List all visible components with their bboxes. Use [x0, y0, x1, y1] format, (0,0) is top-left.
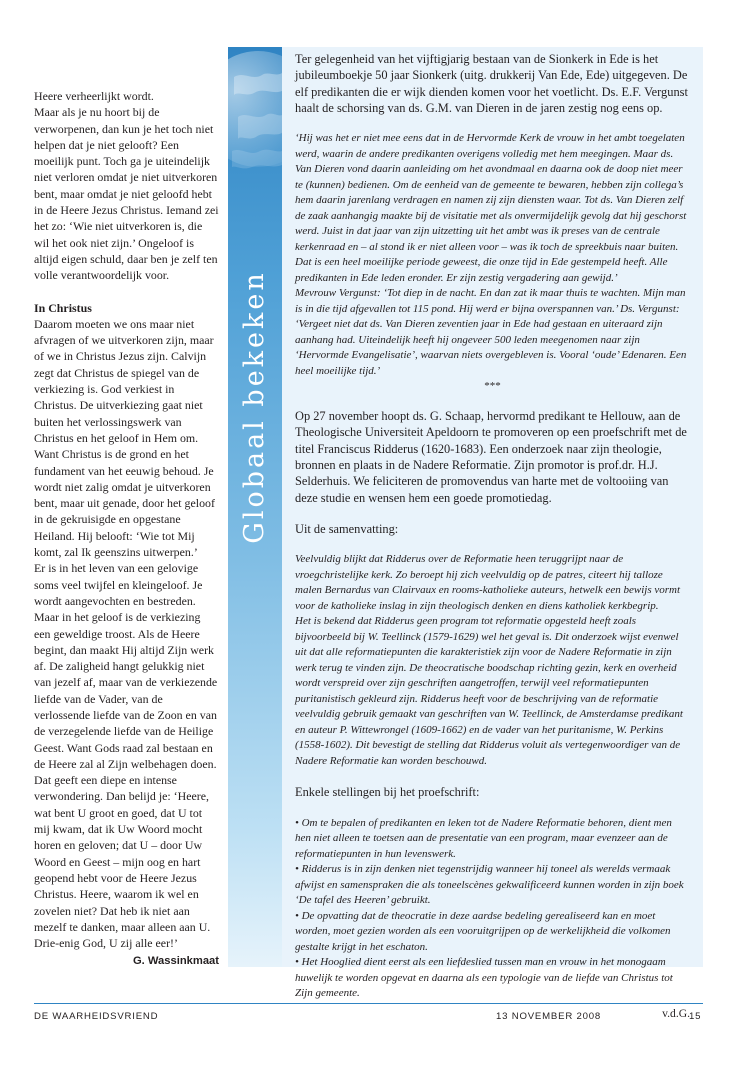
paragraph: Maar als je nu hoort bij de verworpenen, dan kun je het toch niet helpen dat je niet gelooft? Een moeilijk punt. Toch ga je uiteindelijk niet verloren omdat je niet uitverkoren bent, maar omdat je niet geloofd hebt in de Heere Jezus Christus. Iemand zei het zo: ‘Wie niet uitverkoren is, die wil het ook niet zijn.’ Ongeloof is altijd eigen schuld, daar ben je zelf ten volle verantwoordelijk voor.: [34, 105, 219, 283]
signature: v.d.G.: [662, 1006, 690, 1020]
summary-paragraph: Veelvuldig blijkt dat Ridderus over de Reformatie heen teruggrijpt naar de vroegchristelijke kerk. Zo beroept hij zich veelvuldig op de patres, citeert hij talloze malen Bernardus van Clairvaux en rooms-katholieke auteurs, hetwelk een bewijs vormt voor de katholieke inslag in zijn theologisch denken en diens katholiek kerkbegrip.: [295, 553, 681, 612]
left-column: [34, 88, 219, 970]
footer-date: 13 NOVEMBER 2008: [496, 1011, 602, 1022]
summary-paragraph: Het is bekend dat Ridderus geen program tot reformatie opgesteld heeft zoals bijvoorbeeld bij W. Teellinck (1579-1629) wel het geval is. Dit onderzoek wijst evenwel uit dat alle reformatiepunten die karakteristiek zijn voor de Nadere Reformatie in zijn werk terug te vinden zijn. De theocratische boodschap richting gezin, kerk en overheid wordt verspreid over zijn geschriften aangetroffen, terwijl veel reformatiepunten puritanistisch gekleurd zijn. Ridderus heeft voor de beschrijving van de reformatie veelvuldig gebruik gemaakt van geschriften van W. Teellinck, de Amsterdamse predikant en auteur P. Wittewrongel (1609-1662) en de vader van het puritanisme, W. Perkins (1558-1602). Dit bevestigt de stelling dat Ridderus voluit als vertegenwoordiger van de Nadere Reformatie kan worden beschouwd.: [295, 615, 683, 767]
paragraph: Er is in het leven van een gelovige soms veel twijfel en kleingeloof. Je wordt aangevochten en bestreden. Maar in het geloof is de verkiezing een geweldige troost. Als de Heere begint, dan maakt Hij altijd Zijn werk af. De zaligheid hangt gelukkig niet van jezelf af, maar van de verkiezende liefde van de Vader, van de verlossende liefde van de Zoon en van de verzegelende liefde van de Heilige Geest. Want Gods raad zal bestaan en de Heere zal al Zijn welbehagen doen.: [34, 561, 218, 771]
promotion-paragraph: Op 27 november hoopt ds. G. Schaap, hervormd predikant te Hellouw, aan de Theologische Universiteit Apeldoorn te promoveren op een proefschrift met de titel Franciscus Ridderus (1620-1683). Een onderzoek naar zijn theologie, bronnen en plaats in de Nadere Reformatie. Zijn promotor is prof.dr. H.J. Selderhuis. We feliciteren de promovendus van harte met de voltooiing van deze studie en wensen hem een goede promotiedag.: [295, 409, 687, 505]
footer-publication: DE WAARHEIDSVRIEND: [34, 1011, 159, 1022]
section-heading: In Christus: [34, 300, 92, 315]
quote-paragraph: Mevrouw Vergunst: ‘Tot diep in de nacht. En dan zat ik maar thuis te wachten. Mijn man is in die tijd afgevallen tot 115 pond. Hij werd er bijna overspannen van.’ Ds. Vergunst: ‘Vergeet niet dat ds. Van Dieren zeventien jaar in Ede had gestaan en uiteraard zijn aanhang had. Uiteindelijk heeft hij ongeveer 500 leden meegenomen naar zijn ‘Hervormde Evangelisatie’, waarvan niets overgebleven is. Vooral ‘oude’ Edenaren. Een heel moeilijke tijd.’: [295, 287, 687, 377]
section-divider: ***: [484, 380, 501, 393]
paragraph: Heere verheerlijkt wordt.: [34, 89, 154, 103]
paragraph: Want Christus is de grond en het fundament van het eeuwig behoud. Je wordt niet zalig omdat je uitverkoren bent, maar uit genade, door het geloof in de gekruisigde en opgestane Heiland. Hij belooft: ‘Wie tot Mij komt, zal Ik geenszins uitwerpen.’: [34, 447, 215, 560]
intro-paragraph: Ter gelegenheid van het vijftigjarig bestaan van de Sionkerk in Ede is het jubileumboekje 50 jaar Sionkerk (uitg. drukkerij Van Ede, Ede) uitgegeven. De elf predikanten die er wijk dienden komen voor het voetlicht. Ds. E.F. Vergunst haalt de schorsing van ds. G.M. van Dieren in de jaren zestig nog eens op.: [295, 52, 688, 115]
column-title-band: [228, 47, 282, 967]
quote-paragraph: ‘Hij was het er niet mee eens dat in de Hervormde Kerk de vrouw in het ambt toegelaten werd, waarin de andere predikanten overigens volledig met hem meegingen. Maar ds. Van Dieren vond daarin aanleiding om het avondmaal en daarna ook de doop niet meer te (kunnen) bedienen. Om de eenheid van de gemeente te bewaren, hebben zijn collega’s hem daarin jarenlang verdragen en namen zij zijn diensten waar. Tot ds. Van Dieren zelf de zaak aanhangig maakte bij de visitatie met als onvermijdelijk gevolg dat hij geschorst werd. Juist in dat jaar van zijn uitzetting uit het ambt was ik preses van de centrale kerkenraad en – al stond ik er niet alleen voor – was ik toch de spreekbuis naar buiten. Dat is een heel moeilijke periode geweest, die onze tijd in Ede gestempeld heeft. Alle predikanten in Ede leden eronder. Er zijn zestig vergadering aan gewijd.’: [295, 132, 687, 284]
paragraph: Daarom moeten we ons maar niet afvragen of we uitverkoren zijn, maar of we in Christus Jezus zijn. Calvijn zegt dat Christus de spiegel van de verkiezing is. God verkiest in Christus. De uitverkiezing gaat niet buiten het verlossingswerk van Christus en het geloof in Hem om.: [34, 316, 214, 445]
summary-heading: Uit de samenvatting:: [295, 521, 399, 536]
author-name: G. Wassinkmaat: [132, 955, 219, 968]
globe-icon: [228, 47, 282, 197]
stellingen-heading: Enkele stellingen bij het proefschrift:: [295, 785, 480, 800]
stelling-item: • Het Hooglied dient eerst als een liefdeslied tussen man en vrouw in het monogaam huwelijk te worden opgevat en daarna als een typologie van de liefde van Christus tot Zijn gemeente.: [295, 956, 673, 1000]
footer-divider: [34, 1003, 703, 1004]
paragraph: Dat geeft een diepe en intense verwondering. Dan belijd je: ‘Heere, wat bent U groot en goed, dat U tot mij kwam, dat ik Uw Woord mocht horen en geloven; dat U – door Uw Woord en Geest – mijn oog en hart geopend hebt voor de Heere Jezus Christus. Heere, waarom ik wel en zovelen niet? Dat heb ik niet aan mezelf te danken, maar alleen aan U. Drie-enig God, U zij alle eer!’: [34, 773, 211, 951]
column-title: Globaal bekeken: [239, 270, 270, 544]
stelling-item: • De opvatting dat de theocratie in deze aardse bedeling gerealiseerd kan en moet worden, moet gezien worden als een vooruitgrijpen op de werkelijkheid die volkomen gestalte krijgt in het eschaton.: [295, 909, 671, 953]
page-number: 15: [689, 1011, 702, 1022]
stelling-item: • Ridderus is in zijn denken niet tegenstrijdig wanneer hij toneel als werelds vermaak afwijst en samenspraken die als toneelscènes gekwalificeerd kunnen worden in zijn boek ‘De tafel des Heeren’ gebruikt.: [295, 863, 684, 907]
stelling-item: • Om te bepalen of predikanten en leken tot de Nadere Reformatie behoren, dient men hen niet alleen te toetsen aan de presentatie van een program, maar evenzeer aan de reformatiepunten in hun levenswerk.: [295, 816, 672, 860]
